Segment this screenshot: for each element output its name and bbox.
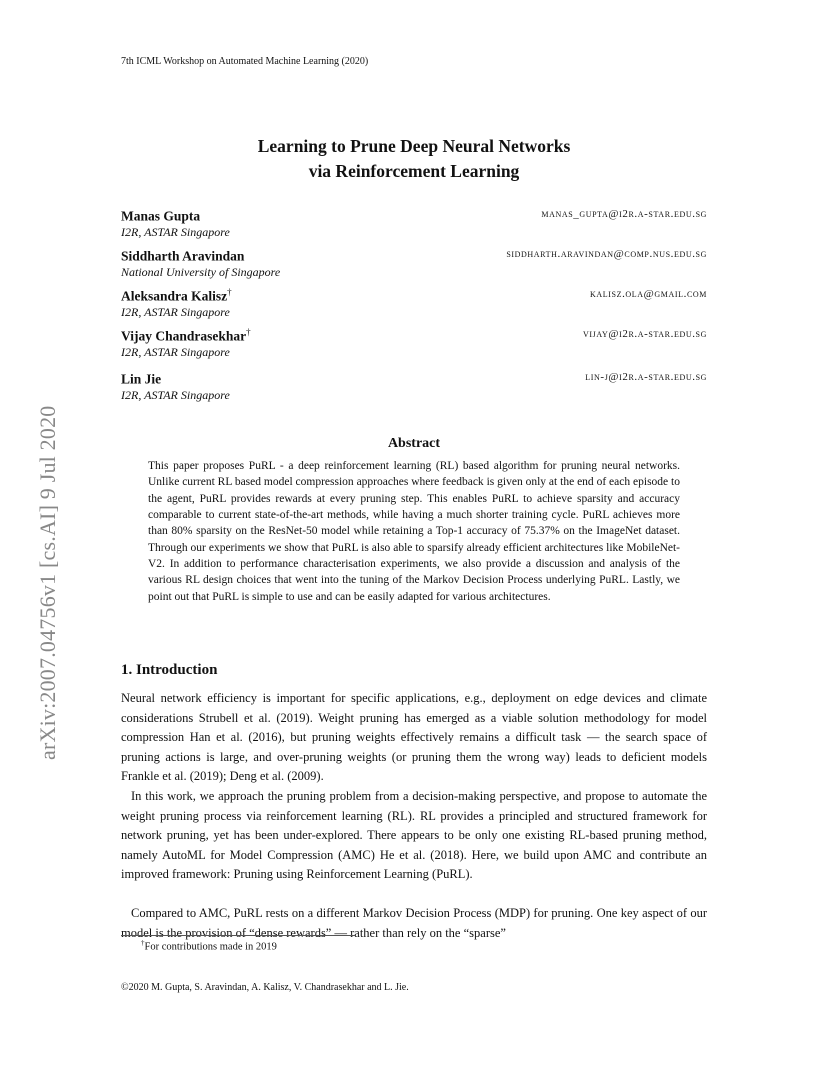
author-email: siddharth.aravindan@comp.nus.edu.sg [506, 248, 707, 260]
author-block [121, 247, 707, 283]
paper-title [0, 134, 828, 184]
copyright-notice: ©2020 M. Gupta, S. Aravindan, A. Kalisz, V. Chandrasekhar and L. Jie. [121, 982, 409, 993]
author-block [121, 287, 707, 323]
author-name: Siddharth Aravindan [121, 248, 245, 264]
author-affiliation: I2R, ASTAR Singapore [121, 305, 230, 319]
author-affiliation: I2R, ASTAR Singapore [121, 225, 230, 239]
running-header: 7th ICML Workshop on Automated Machine Learning (2020) [121, 56, 369, 67]
abstract-text: This paper proposes PuRL - a deep reinforcement learning (RL) based algorithm for pruning neural networks. Unlike current RL based model compression approaches where feedback is given only at the end of each episode to the agent, PuRL provides rewards at every pruning step. This enables PuRL to achieve sparsity and accuracy comparable to current state-of-the-art methods, while having a much shorter training cycle. PuRL achieves more than 80% sparsity on the ResNet-50 model while retaining a Top-1 accuracy of 75.37% on the ImageNet dataset. Through our experiments we show that PuRL is also able to sparsify already efficient architectures like MobileNet-V2. In addition to performance characterisation experiments, we also provide a discussion and analysis of the various RL design choices that went into the tuning of the Markov Decision Process underlying PuRL. Lastly, we point out that PuRL is simple to use and can be easily adapted for various architectures. [148, 460, 680, 603]
author-name: Aleksandra Kalisz† [121, 287, 232, 304]
author-name: Vijay Chandrasekhar† [121, 327, 251, 344]
footnote: †For contributions made in 2019 [141, 939, 277, 953]
author-email: kalisz.ola@gmail.com [590, 288, 707, 300]
intro-paragraph-1: Neural network efficiency is important for specific applications, e.g., deployment on edge devices and climate considerations Strubell et al. (2019). Weight pruning has emerged as a viable solution methodology for model compression Han et al. (2016), but pruning weights effectively remains a difficult task — the search space of pruning actions is large, and over-pruning weights (or pruning them the wrong way) leads to deficient models Frankle et al. (2019); Deng et al. (2009). [121, 691, 707, 784]
section-heading: 1. Introduction [121, 662, 218, 678]
author-email: manas_gupta@i2r.a-star.edu.sg [541, 208, 707, 220]
author-affiliation: I2R, ASTAR Singapore [121, 388, 230, 402]
author-email: lin-j@i2r.a-star.edu.sg [585, 371, 707, 383]
intro-paragraph-2: In this work, we approach the pruning problem from a decision-making perspective, and propose to automate the weight pruning process via reinforcement learning (RL). RL provides a principled and structured framework for network pruning, yet has been under-explored. There appears to be only one existing RL-based pruning method, namely AutoML for Model Compression (AMC) He et al. (2018). Here, we build upon AMC and contribute an improved framework: Pruning using Reinforcement Learning (PuRL). [121, 789, 707, 882]
footnote-divider [121, 935, 355, 936]
author-name: Manas Gupta [121, 208, 201, 224]
author-affiliation: I2R, ASTAR Singapore [121, 345, 230, 359]
arxiv-identifier: arXiv:2007.04756v1 [cs.AI] 9 Jul 2020 [35, 405, 60, 760]
author-email: vijay@i2r.a-star.edu.sg [583, 328, 707, 340]
author-block [121, 207, 707, 243]
author-affiliation: National University of Singapore [121, 265, 281, 279]
title-line-2: via Reinforcement Learning [308, 161, 520, 181]
intro-paragraph-3: Compared to AMC, PuRL rests on a different Markov Decision Process (MDP) for pruning. One key aspect of our model is the provision of “dense rewards” — rather than rely on the “sparse” [121, 906, 707, 940]
title-line-1: Learning to Prune Deep Neural Networks [257, 136, 571, 156]
author-block [121, 370, 707, 406]
author-block [121, 327, 707, 363]
author-name: Lin Jie [121, 371, 162, 387]
abstract-heading: Abstract [387, 436, 441, 451]
